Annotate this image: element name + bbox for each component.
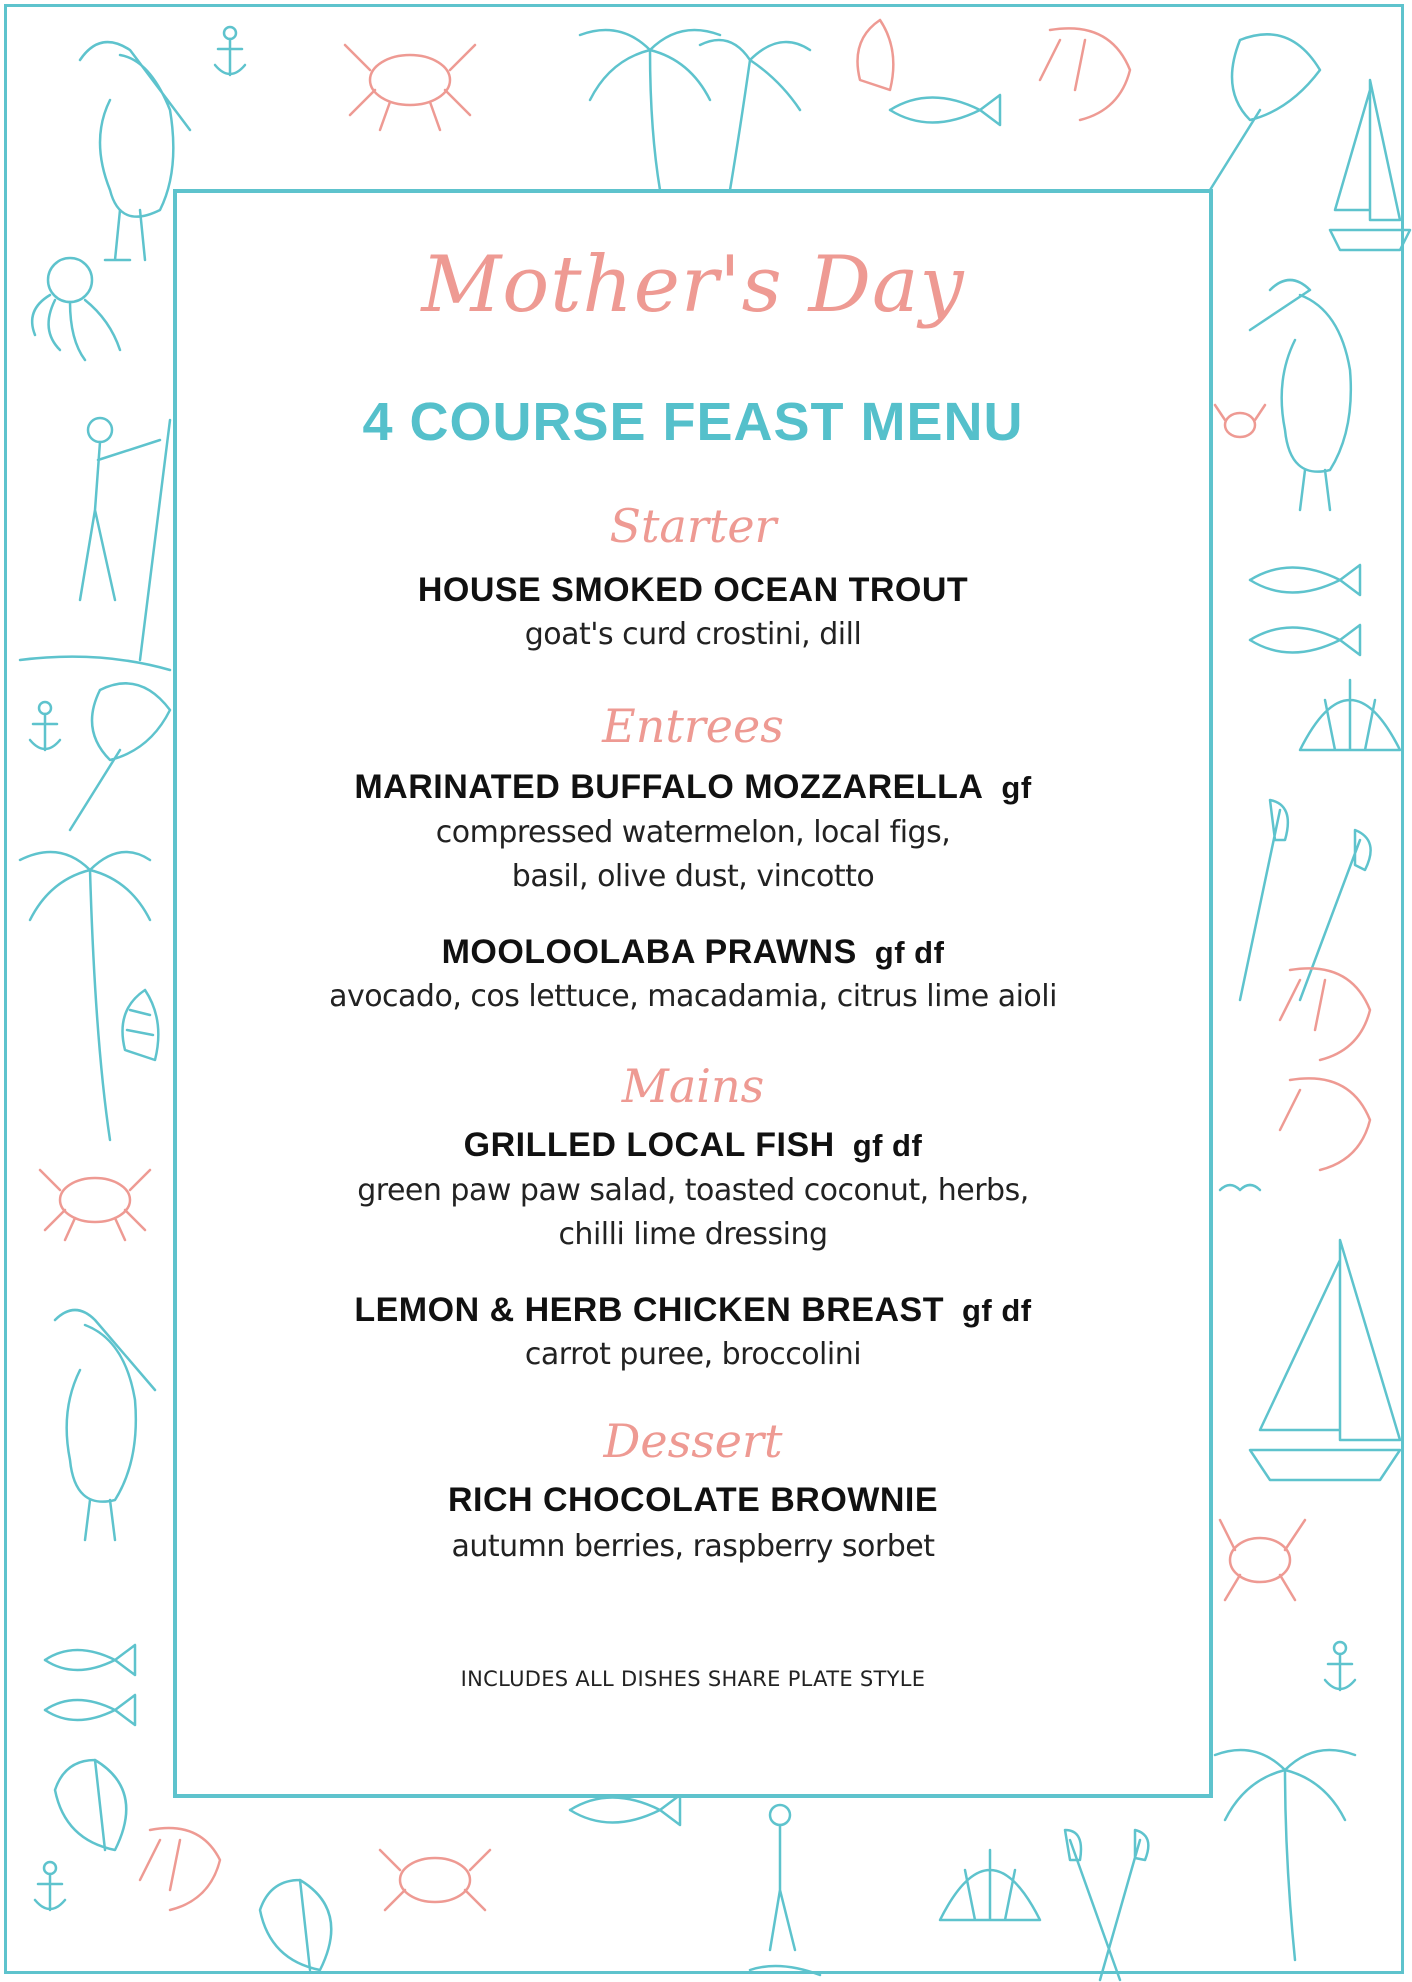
dish-description: avocado, cos lettuce, macadamia, citrus lime aioli (329, 979, 1057, 1014)
course-label-starter: Starter (609, 499, 777, 553)
pelican-icon (55, 1310, 155, 1540)
stingray-icon (70, 683, 170, 830)
shell-icon (940, 1850, 1040, 1920)
anchor-icon (30, 702, 60, 750)
dish-name: GRILLED LOCAL FISH gf df (463, 1126, 923, 1164)
course-label-mains: Mains (621, 1059, 765, 1113)
shrimp-icon (1280, 968, 1370, 1170)
crab-icon (345, 45, 475, 130)
dish-description: green paw paw salad, toasted coconut, herbs, (357, 1173, 1029, 1208)
oar-icon (1065, 1830, 1148, 1980)
dietary-tag: gf df (852, 1128, 923, 1163)
sailboat-icon (1330, 80, 1410, 250)
dish-description: autumn berries, raspberry sorbet (451, 1529, 935, 1564)
dish-name: MOOLOOLABA PRAWNS gf df (441, 933, 945, 971)
oar-icon (1240, 800, 1371, 1000)
palm-tree-icon (20, 852, 150, 1140)
dish-description: chilli lime dressing (558, 1217, 828, 1252)
anchor-icon (1325, 1642, 1355, 1690)
paddleboarder-icon (750, 1805, 820, 1975)
shell-icon (858, 20, 894, 90)
shell-icon (1300, 680, 1400, 750)
crab-icon (380, 1850, 490, 1910)
leaf-icon (260, 1880, 331, 1970)
event-title: Mother's Day (421, 240, 965, 330)
dietary-tag: gf df (874, 935, 945, 970)
dish-description: basil, olive dust, vincotto (511, 859, 875, 894)
shell-icon (123, 990, 159, 1060)
stingray-icon (1210, 34, 1320, 190)
fish-icon (570, 1795, 680, 1825)
seagull-icon (1220, 1185, 1260, 1190)
footer-note: INCLUDES ALL DISHES SHARE PLATE STYLE (460, 1667, 926, 1691)
leaf-icon (55, 1760, 126, 1850)
shrimp-icon (140, 1828, 220, 1910)
dish-description: compressed watermelon, local figs, (435, 815, 951, 850)
menu-subtitle: 4 COURSE FEAST MENU (362, 392, 1024, 452)
dish-name: RICH CHOCOLATE BROWNIE (447, 1481, 939, 1519)
fish-icon (1250, 565, 1360, 655)
paddleboarder-icon (20, 418, 170, 670)
dietary-tag: gf (1001, 770, 1032, 805)
palm-tree-icon (580, 30, 810, 190)
dish-name: HOUSE SMOKED OCEAN TROUT (417, 571, 969, 609)
dish-name: LEMON & HERB CHICKEN BREAST gf df (354, 1291, 1032, 1329)
menu-card (173, 189, 1213, 1798)
dish-name: MARINATED BUFFALO MOZZARELLA gf (354, 768, 1032, 806)
fish-icon (45, 1645, 135, 1725)
dish-description: carrot puree, broccolini (524, 1337, 862, 1372)
crab-icon (1215, 405, 1265, 437)
dish-description: goat's curd crostini, dill (524, 617, 862, 652)
octopus-icon (32, 258, 120, 360)
fish-icon (890, 95, 1000, 125)
course-label-dessert: Dessert (603, 1414, 783, 1468)
anchor-icon (35, 1862, 65, 1910)
shrimp-icon (1040, 28, 1130, 120)
crab-icon (1220, 1520, 1305, 1600)
pelican-icon (1250, 280, 1351, 510)
course-label-entrees: Entrees (602, 699, 784, 753)
dietary-tag: gf df (961, 1293, 1032, 1328)
sailboat-icon (1250, 1240, 1400, 1480)
crab-icon (40, 1170, 150, 1240)
palm-tree-icon (1215, 1750, 1355, 1960)
anchor-icon (215, 27, 245, 75)
